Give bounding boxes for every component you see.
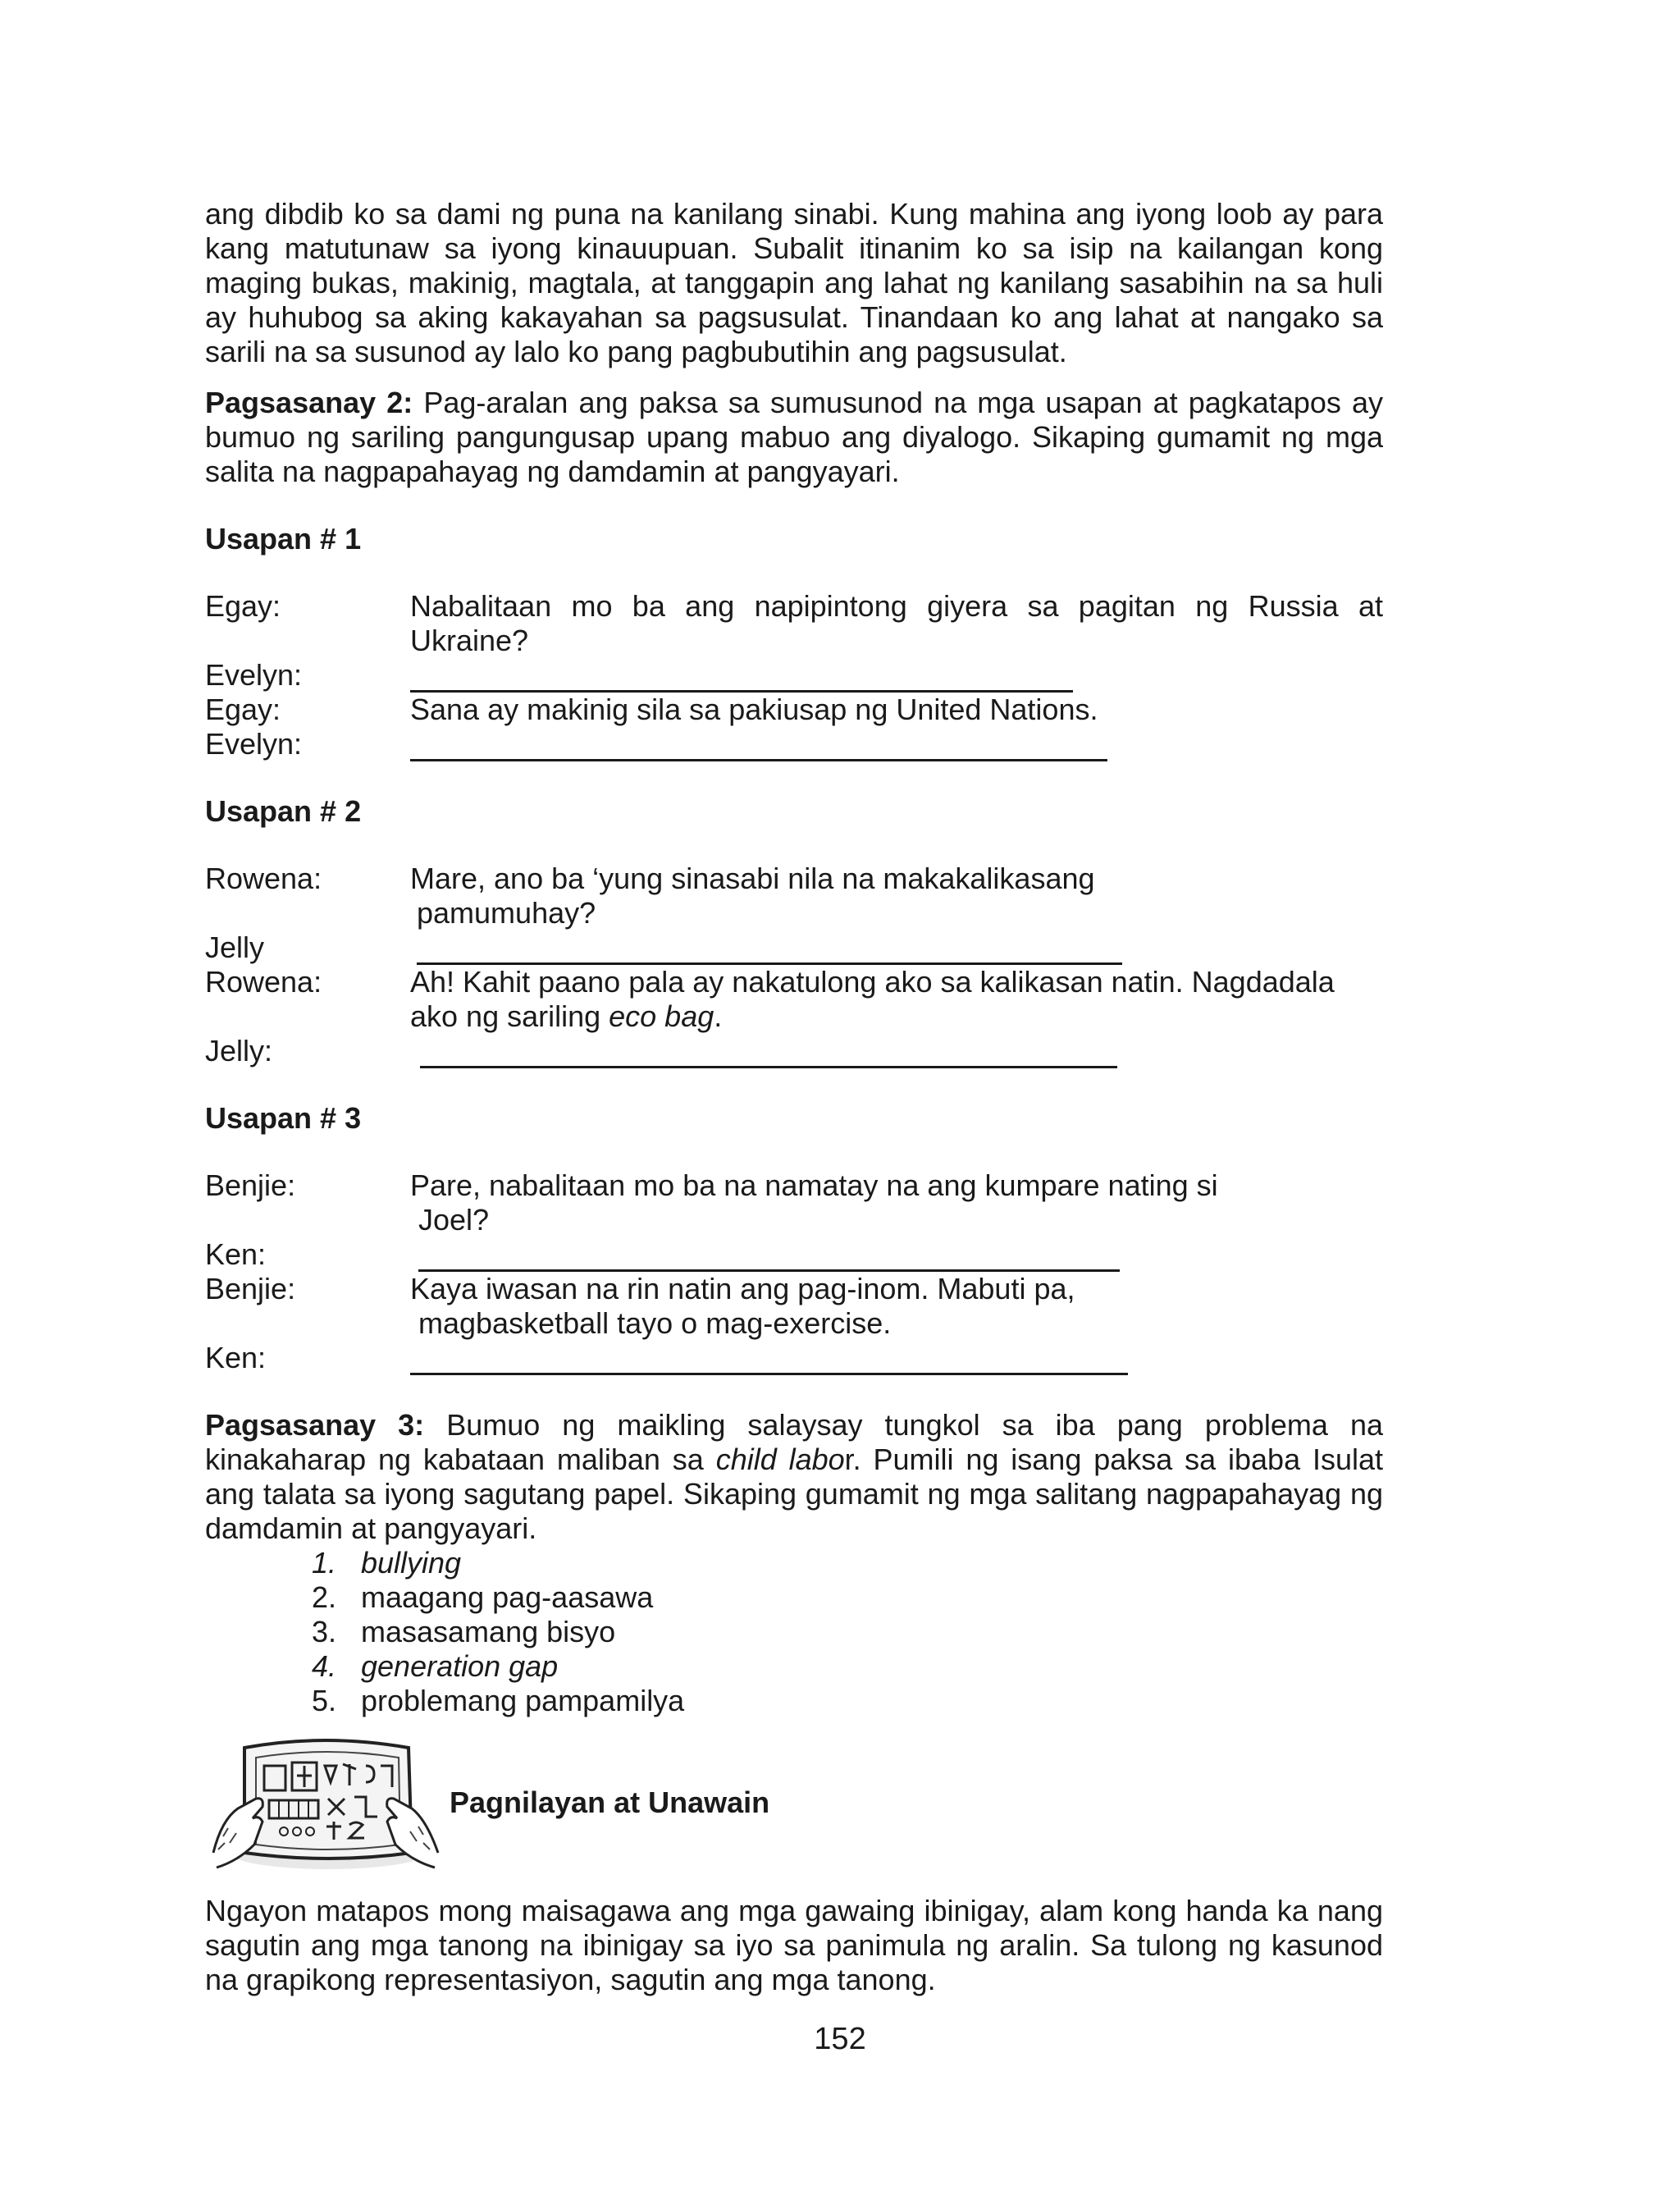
speaker: Egay: [205,589,281,623]
pagsasanay3-italic: child labo [715,1442,845,1476]
list-text: generation gap [361,1649,559,1683]
speaker: Ken: [205,1341,267,1374]
page-number: 152 [814,2022,866,2056]
answer-blank[interactable] [418,1241,1120,1272]
list-item [312,1615,1383,1649]
pagsasanay2-instruction [205,386,1383,489]
dialogue-line [205,727,1383,761]
speaker: Rowena: [205,965,322,999]
dialogue-text-continued: pamumuhay? [417,896,596,930]
pagsasanay3-text: Bumuo ng maikling salaysay tungkol sa iba pang problema na kinakaharap ng kabataan maliban sa [205,1408,1383,1476]
dialogue-line [205,693,1383,727]
dialogue-line [205,930,1383,965]
answer-blank[interactable] [417,935,1122,965]
dialogue-line [205,1034,1383,1068]
section-title: Pagnilayan at Unawain [450,1785,770,1819]
speaker: Evelyn: [205,727,303,761]
dialogue-text: Kaya iwasan na rin natin ang pag-inom. Mabuti pa, [410,1272,1075,1305]
usapan1-title: Usapan # 1 [205,522,362,556]
list-number: 1. [312,1546,337,1580]
speaker: Benjie: [205,1272,296,1305]
dialogue-text: Nabalitaan mo ba ang napipintong giyera sa pagitan ng Russia at Ukraine? [410,589,1383,657]
answer-blank[interactable] [410,662,1073,693]
speaker: Benjie: [205,1168,296,1202]
dialogue-text: Pare, nabalitaan mo ba na namatay na ang kumpare nating si [410,1168,1218,1202]
section-header [205,1730,1383,1877]
list-number: 2. [312,1580,337,1614]
list-number: 4. [312,1649,337,1683]
answer-blank[interactable] [410,1345,1128,1375]
pagsasanay3-text-end: r. Pumili ng isang paksa sa ibaba Isulat ang talata sa iyong sagutang papel. Sikaping gumamit ng mga salitang nagpapahayag ng damdamin at pangyayari. [205,1442,1383,1545]
speaker: Jelly [205,930,265,964]
pagsasanay2-label: Pagsasanay 2: [205,386,413,419]
usapan2-title: Usapan # 2 [205,794,362,828]
list-item [312,1580,1383,1615]
speaker: Rowena: [205,862,322,895]
list-number: 5. [312,1684,337,1717]
list-text: maagang pag-aasawa [361,1580,654,1614]
dialogue-line [205,589,1383,658]
dialogue-text: Mare, ano ba ‘yung sinasabi nila na makakalikasang [410,862,1095,895]
list-item [312,1684,1383,1718]
dialogue-line [205,1168,1383,1237]
list-text: problemang pampamilya [361,1684,685,1717]
dialogue-text-continued [410,999,1383,1034]
dialogue-line [205,862,1383,930]
pagsasanay2-text: Pag-aralan ang paksa sa sumusunod na mga usapan at pagkatapos ay bumuo ng sariling pangungusap upang mabuo ang diyalogo. Sikaping gumamit ng mga salita na nagpapahayag ng damdamin at pangyayari. [205,386,1383,488]
pagsasanay3-instruction [205,1408,1383,1546]
answer-blank[interactable] [410,731,1107,761]
closing-paragraph: Ngayon matapos mong maisagawa ang mga gawaing ibinigay, alam kong handa ka nang sagutin ang mga tanong na ibinigay sa iyo sa panimula ng aralin. Sa tulong ng kasunod na grapikong representasiyon, sagutin ang mga tanong. [205,1894,1383,1996]
page-content [205,197,1383,1997]
speaker: Ken: [205,1237,267,1271]
list-text: masasamang bisyo [361,1615,616,1648]
list-item [312,1546,1383,1580]
topic-list [205,1546,1383,1718]
speaker: Evelyn: [205,658,303,692]
dialogue-line [205,1237,1383,1272]
text-part: ako ng sariling [410,999,609,1033]
usapan3-title: Usapan # 3 [205,1101,362,1135]
dialogue-line [205,1272,1383,1341]
dialogue-line [205,1341,1383,1375]
text-italic-part: eco bag [609,999,714,1033]
dialogue-text-continued: Joel? [418,1203,490,1237]
text-part: . [714,999,723,1033]
pagsasanay3-label: Pagsasanay 3: [205,1408,425,1442]
intro-paragraph: ang dibdib ko sa dami ng puna na kanilang sinabi. Kung mahina ang iyong loob ay para kang matutunaw sa iyong kinauupuan. Subalit itinanim ko sa isip na kailangan kong maging bukas, makinig, magtala, at tanggapin ang lahat ng kanilang sasabihin na sa huli ay huhubog sa aking kakayahan sa pagsusulat. Tinandaan ko ang lahat at nangako sa sarili na sa susunod ay lalo ko pang pagbubutihin ang pagsusulat. [205,197,1383,368]
list-number: 3. [312,1615,337,1648]
dialogue-line [205,965,1383,1034]
list-item [312,1649,1383,1684]
speaker: Egay: [205,693,281,726]
hands-holding-tablet-icon [205,1730,443,1874]
dialogue-line [205,658,1383,693]
dialogue-text-continued: magbasketball tayo o mag-exercise. [418,1306,892,1340]
answer-blank[interactable] [420,1038,1117,1068]
dialogue-text: Ah! Kahit paano pala ay nakatulong ako sa kalikasan natin. Nagdadala [410,965,1335,999]
list-text: bullying [361,1546,462,1580]
speaker: Jelly: [205,1034,273,1068]
dialogue-text: Sana ay makinig sila sa pakiusap ng United Nations. [410,693,1098,726]
